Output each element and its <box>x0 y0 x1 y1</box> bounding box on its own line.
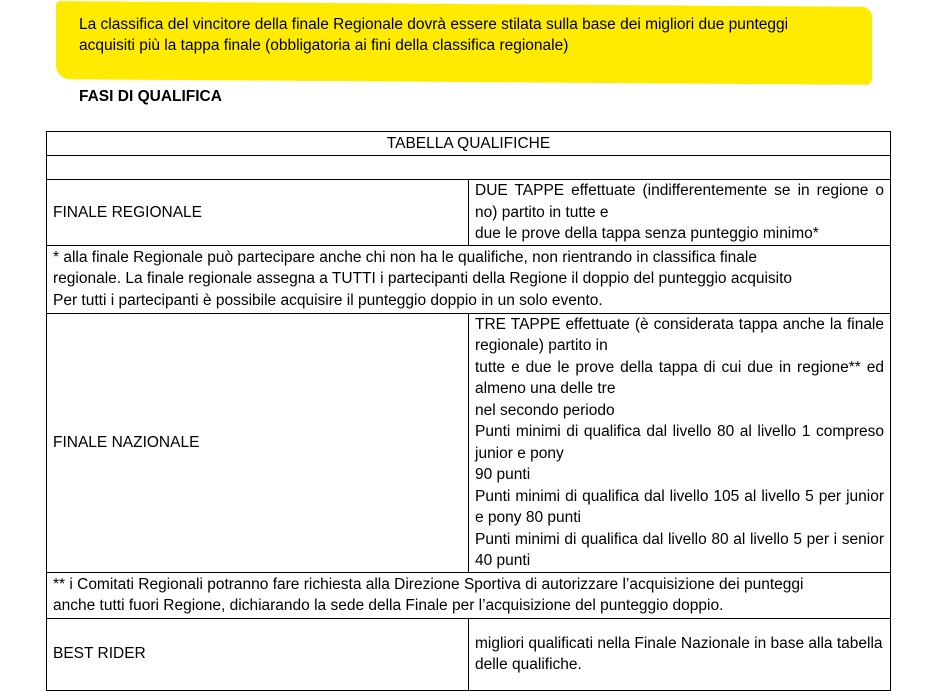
desc-line: Punti minimi di qualifica dal livello 80 al livello 1 compreso junior e pony <box>475 423 884 462</box>
desc-line: Punti minimi di qualifica dal livello 80 al livello 5 per i senior 40 punti <box>475 530 884 569</box>
table-row-regionale <box>47 180 891 246</box>
label-finale-regionale: FINALE REGIONALE <box>47 180 469 246</box>
desc-best-rider: migliori qualificati nella Finale Nazionale in base alla tabella delle qualifiche. <box>469 618 891 690</box>
desc-finale-nazionale <box>469 313 891 572</box>
note-line: anche tutti fuori Regione, dichiarando la sede della Finale per l’acquisizione del punteggio doppio. <box>53 597 724 614</box>
label-best-rider: BEST RIDER <box>47 618 469 690</box>
note-line-1: La classifica del vincitore della finale Regionale dovrà essere stilata sulla base dei migliori due punteggi <box>79 16 789 33</box>
note-line: Per tutti i partecipanti è possibile acquisire il punteggio doppio in un solo evento. <box>53 291 603 309</box>
label-finale-nazionale: FINALE NAZIONALE <box>47 313 469 572</box>
note-regionale <box>47 245 891 313</box>
table-title: TABELLA QUALIFICHE <box>47 132 891 156</box>
highlighted-note <box>79 14 869 56</box>
desc-line: DUE TAPPE effettuate (indifferentemente se in regione o no) partito in tutte e <box>475 182 884 221</box>
table-row-note2 <box>47 572 891 618</box>
note-line: ** i Comitati Regionali potranno fare richiesta alla Direzione Sportiva di autorizzare l’acquisizione dei punteggi <box>53 575 804 593</box>
note-nazionale <box>47 572 891 618</box>
table-row-note1 <box>47 245 891 313</box>
desc-line: due le prove della tappa senza punteggio minimo* <box>475 225 819 242</box>
empty-row <box>47 156 891 180</box>
desc-finale-regionale <box>469 180 891 246</box>
desc-line: nel secondo periodo <box>475 401 615 419</box>
note-line: * alla finale Regionale può partecipare anche chi non ha le qualifiche, non rientrando in classifica finale <box>53 248 757 266</box>
note-line: regionale. La finale regionale assegna a TUTTI i partecipanti della Regione il doppio del punteggio acquisito <box>53 270 793 288</box>
desc-line: Punti minimi di qualifica dal livello 105 al livello 5 per junior e pony 80 punti <box>475 487 884 526</box>
desc-line: tutte e due le prove della tappa di cui due in regione** ed almeno una delle tre <box>475 358 884 397</box>
desc-line: TRE TAPPE effettuate (è considerata tappa anche la finale regionale) partito in <box>475 315 884 354</box>
desc-line: 90 punti <box>475 466 531 483</box>
table-row-best-rider <box>47 618 891 690</box>
note-line-2: acquisiti più la tappa finale (obbligatoria ai fini della classifica regionale) <box>79 37 569 54</box>
section-heading: FASI DI QUALIFICA <box>79 88 222 105</box>
table-row-nazionale <box>47 313 891 572</box>
qualification-table <box>46 131 891 691</box>
